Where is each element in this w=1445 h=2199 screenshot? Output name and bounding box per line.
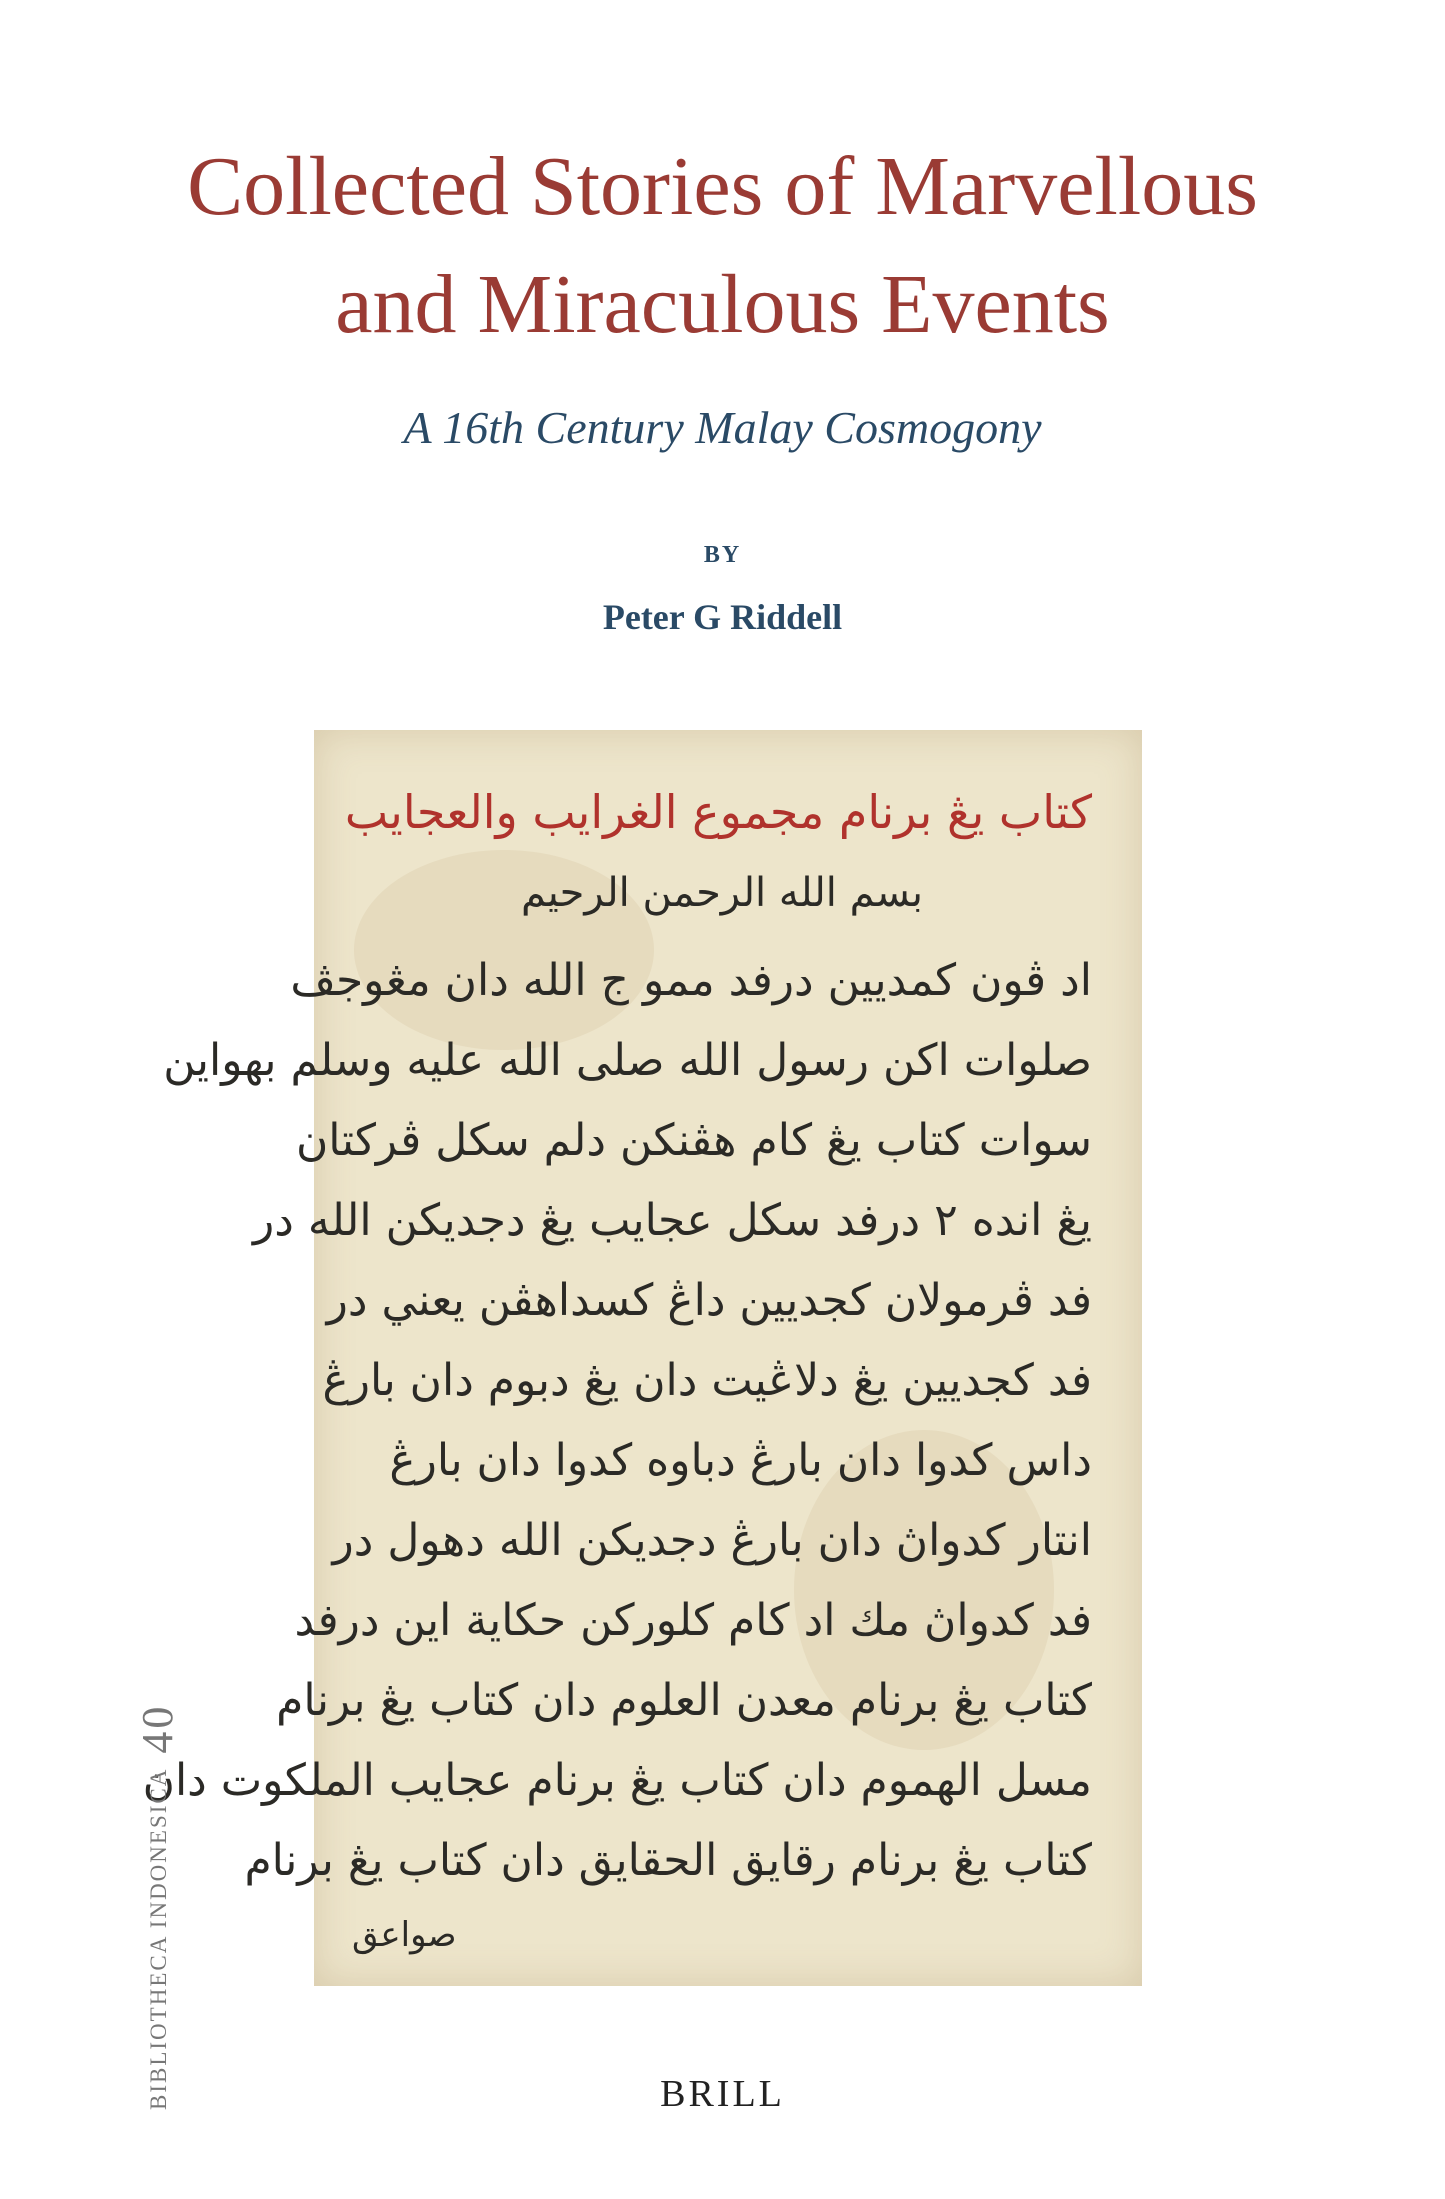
manuscript-line: كتاب يڠ برنام رقايق الحقايق دان كتاب يڠ برنام [244, 1835, 1092, 1886]
manuscript-catchword: صواعق [352, 1915, 457, 1955]
manuscript-line: مسل الهموم دان كتاب يڠ برنام عجايب الملكوت دان [142, 1755, 1092, 1806]
manuscript-bismillah: بسم الله الرحمن الرحيم [520, 870, 924, 916]
manuscript-line: فد كجديين يڠ دلاڠيت دان يڠ دبوم دان بارڠ [322, 1355, 1092, 1406]
manuscript-line: صلوات اكن رسول الله صلى الله عليه وسلم بهواين [163, 1035, 1092, 1086]
series-label [132, 1704, 183, 2110]
title-line-1: Collected Stories of Marvellous [187, 140, 1258, 233]
manuscript-heading: كتاب يڠ برنام مجموع الغرايب والعجايب [344, 785, 1092, 839]
author-name: Peter G Riddell [602, 597, 843, 637]
manuscript-line: داس كدوا دان بارڠ دباوه كدوا دان بارڠ [389, 1435, 1092, 1486]
manuscript-line: كتاب يڠ برنام معدن العلوم دان كتاب يڠ برنام [276, 1675, 1092, 1726]
manuscript-line: اد ڤون كمديين درفد ممو ج الله دان مڠوجڤ [290, 955, 1092, 1006]
series-name: BIBLIOTHECA INDONESICA [146, 1767, 171, 2110]
title-line-2: and Miraculous Events [335, 258, 1110, 351]
series-number: 40 [133, 1703, 182, 1754]
manuscript-line: فد كدواڽ مك اد كام كلوركن حكاية اين درفد [294, 1595, 1092, 1646]
publisher-name: BRILL [660, 2073, 785, 2115]
manuscript-line: فد ڤرمولان كجديين داڠ كسداهڤن يعني در [326, 1275, 1092, 1326]
manuscript-line: يڠ انده ٢ درفد سكل عجايب يڠ دجديكن الله در [252, 1195, 1092, 1246]
manuscript-line: انتار كدواڽ دان بارڠ دجديكن الله دهول در [332, 1515, 1092, 1566]
by-label: BY [703, 542, 742, 568]
book-title [0, 128, 1445, 364]
book-subtitle: A 16th Century Malay Cosmogony [403, 402, 1042, 453]
manuscript-line: سوات كتاب يڠ كام هڤنكن دلم سكل ڤركتان [295, 1115, 1092, 1166]
